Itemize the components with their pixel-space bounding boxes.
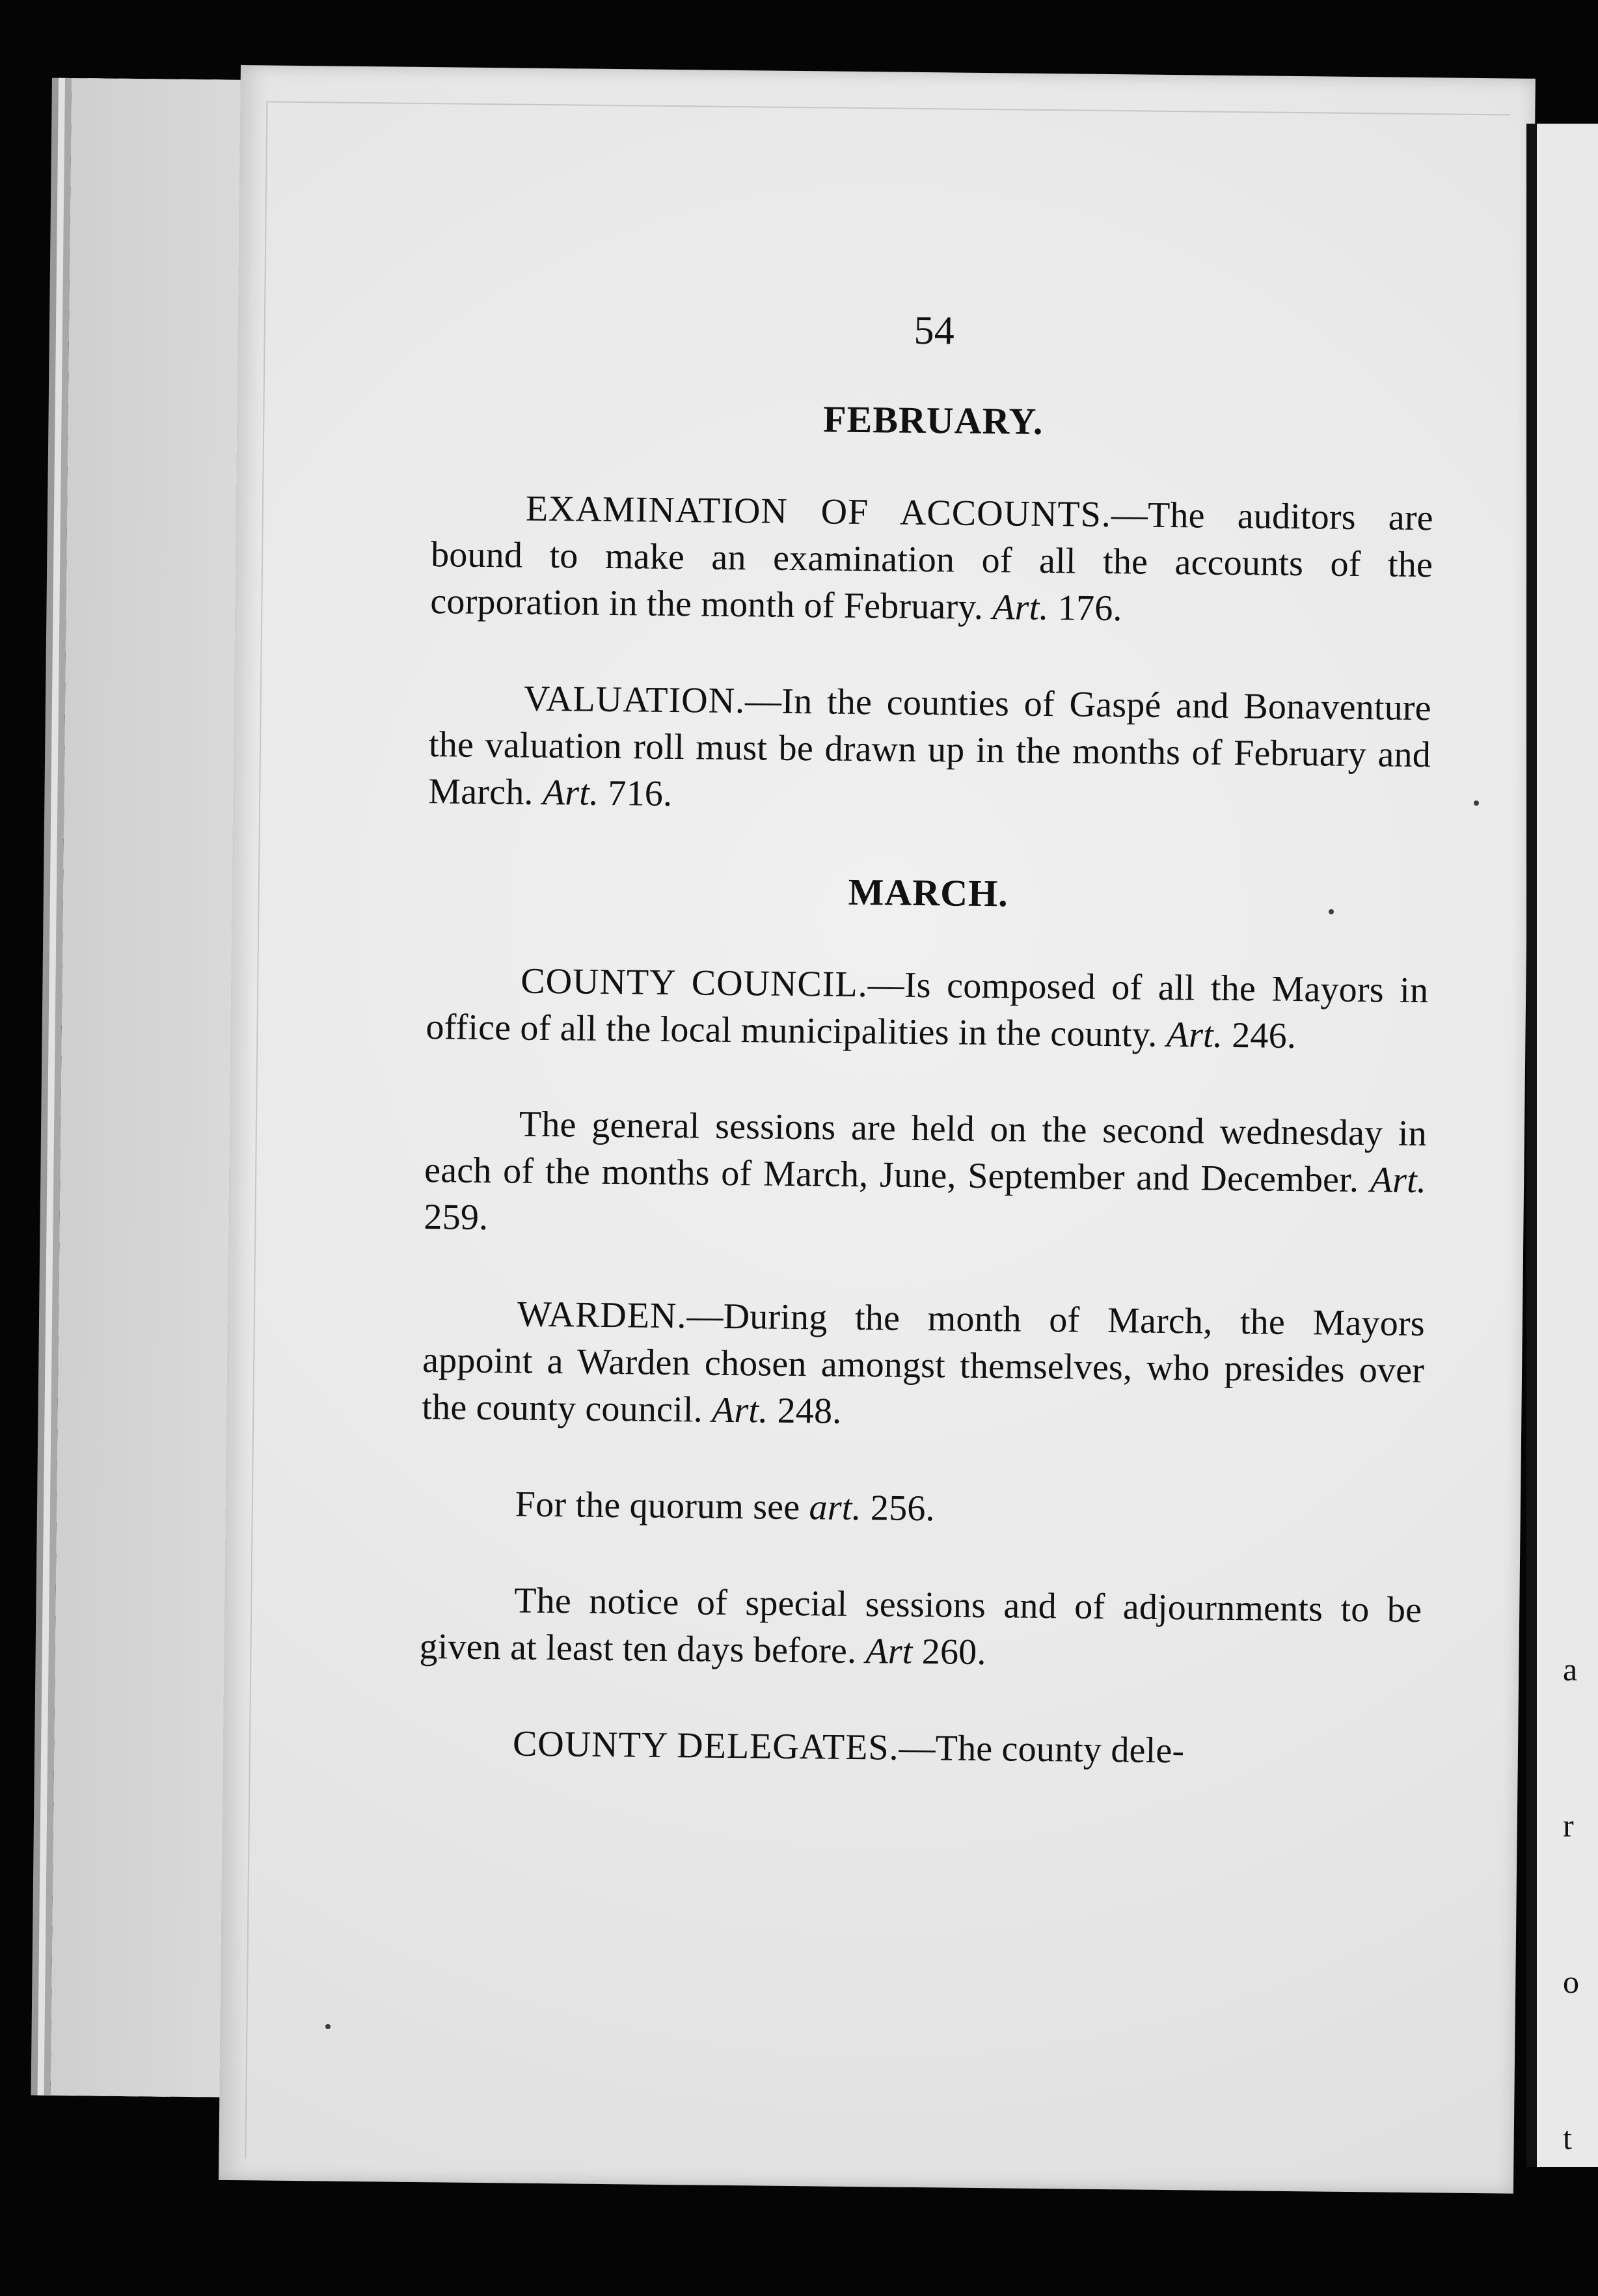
adjacent-page-text xyxy=(1563,1591,1595,2216)
book-page xyxy=(219,65,1536,2194)
page-text xyxy=(418,301,1435,1826)
adjacent-text-fragment: t xyxy=(1563,2120,1572,2156)
paragraph-body: The general sessions are held on the second wednesday in each of the months of March, June, September and December. xyxy=(424,1104,1428,1201)
paragraph-warden xyxy=(422,1290,1425,1441)
paragraph-general-sessions xyxy=(424,1100,1427,1251)
paragraph-examination xyxy=(430,484,1433,635)
article-number: 246. xyxy=(1231,1015,1297,1057)
paragraph-lead: WARDEN. xyxy=(517,1294,687,1337)
article-number: 256. xyxy=(870,1488,936,1529)
paragraph-body: The notice of special sessions and of adjournments to be given at least ten days before. xyxy=(419,1580,1422,1672)
article-number: 248. xyxy=(777,1390,842,1432)
paragraph-valuation xyxy=(428,674,1431,825)
article-label: Art. xyxy=(542,772,599,813)
paragraph-lead: COUNTY COUNCIL. xyxy=(520,961,869,1005)
article-label: Art. xyxy=(711,1389,768,1431)
paragraph-lead: EXAMINATION OF ACCOUNTS. xyxy=(525,488,1112,536)
adjacent-text-fragment: o xyxy=(1563,1963,1579,2000)
adjacent-text-fragment: a xyxy=(1563,1651,1578,1688)
paragraph-quorum xyxy=(420,1480,1423,1537)
paragraph-body: —In the counties of Gaspé and Bonaventure the valuation roll must be drawn up in the months of February and March. xyxy=(428,681,1432,813)
paragraph-body: —The county dele- xyxy=(899,1727,1185,1771)
paragraph-body: —Is composed of all the Mayors in office of all the local municipalities in the county. xyxy=(426,964,1429,1055)
article-number: 716. xyxy=(608,772,673,815)
article-label: Art. xyxy=(1166,1014,1223,1056)
scan-speck xyxy=(1329,909,1334,914)
scan-speck xyxy=(325,2024,331,2029)
article-number: 176. xyxy=(1057,588,1123,629)
section-heading-february: FEBRUARY. xyxy=(822,398,1044,443)
paragraph-lead: VALUATION. xyxy=(523,678,746,722)
section-heading-march: MARCH. xyxy=(848,870,1009,915)
page-number: 54 xyxy=(914,308,955,353)
paragraph-body: —The auditors are bound to make an examination of all the accounts of the corporation in the month of February. xyxy=(430,495,1434,627)
paragraph-body: —During the month of March, the Mayors appoint a Warden chosen amongst themselves, who presides over the county council. xyxy=(422,1296,1426,1430)
article-label: Art. xyxy=(1370,1160,1427,1201)
paragraph-county-delegates xyxy=(418,1719,1421,1777)
article-label: art. xyxy=(809,1487,862,1529)
paragraph-county-council xyxy=(426,957,1428,1061)
article-label: Art. xyxy=(992,587,1050,629)
paragraph-body: For the quorum see xyxy=(515,1484,800,1528)
scan-speck xyxy=(1474,800,1479,806)
article-number: 260. xyxy=(921,1632,986,1673)
article-number: 259. xyxy=(424,1197,489,1238)
paragraph-special-sessions xyxy=(419,1576,1422,1680)
article-label: Art xyxy=(865,1631,913,1672)
adjacent-text-fragment: r xyxy=(1563,1807,1574,1844)
paragraph-lead: COUNTY DELEGATES. xyxy=(512,1723,899,1768)
